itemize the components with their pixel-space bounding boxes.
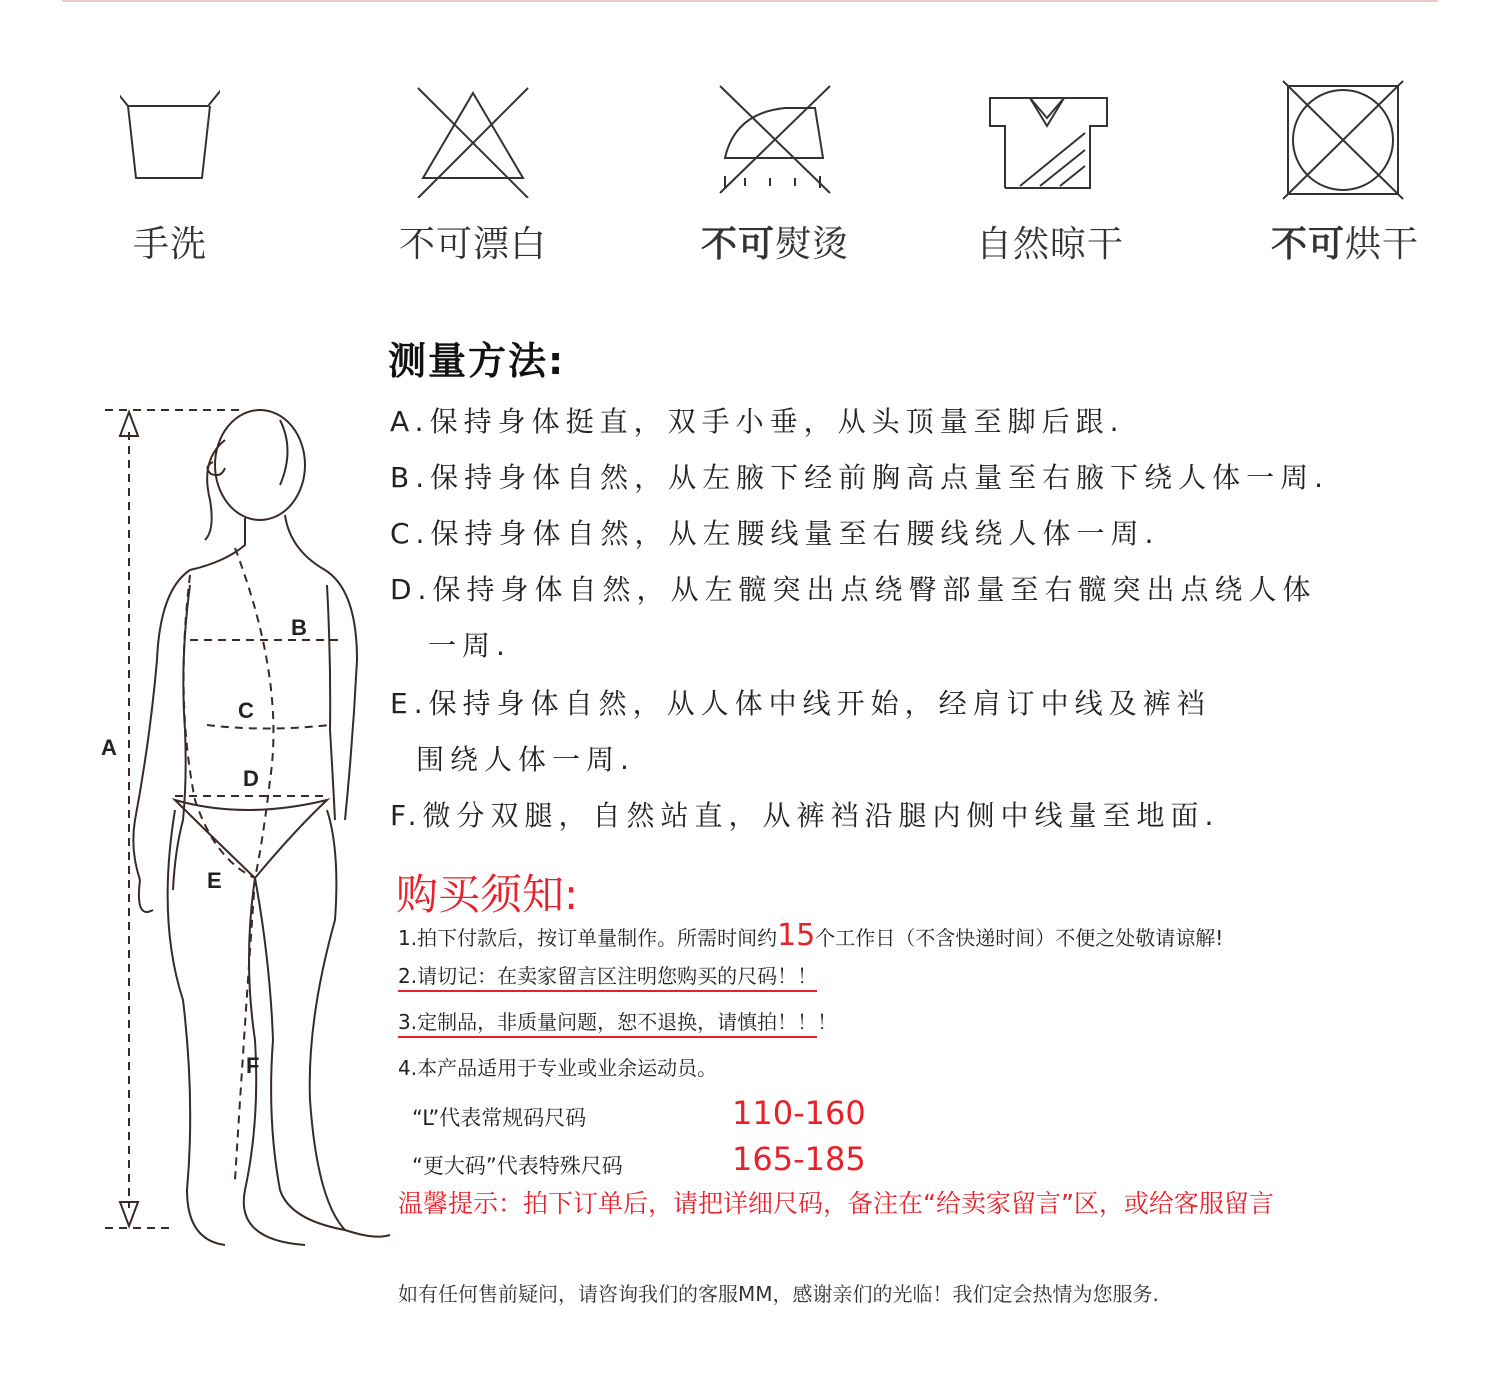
care-label-bold: 不可 — [700, 224, 775, 265]
care-item-no-tumble-dry — [1245, 78, 1445, 278]
care-label — [675, 216, 875, 267]
notice-line-1-post: 个工作日（不含快递时间）不便之处敬请谅解! — [815, 926, 1224, 950]
measure-line-b: B.保持身体自然，从左腋下经前胸高点量至右腋下绕人体一周. — [390, 461, 1330, 494]
size-label-large: “更大码”代表特殊尺码 — [412, 1154, 623, 1178]
measure-line-e-cont: 围绕人体一周. — [416, 743, 635, 776]
notice-line-3-text: 3.定制品，非质量问题，恕不退换，请慎拍！！ — [398, 1010, 817, 1038]
label-e: E — [207, 868, 222, 893]
measure-line-f: F.微分双腿，自然站直，从裤裆沿腿内侧中线量至地面. — [390, 799, 1220, 832]
care-label: 不可漂白 — [398, 224, 547, 265]
measure-line-c: C.保持身体自然，从左腰线量至右腰线绕人体一周. — [390, 517, 1160, 550]
measure-line-a: A.保持身体挺直，双手小垂，从头顶量至脚后跟. — [390, 405, 1125, 438]
care-label-rest: 烘干 — [1345, 224, 1420, 265]
care-item-hand-wash — [70, 78, 270, 278]
no-tumble-dry-icon — [1280, 78, 1410, 203]
notice-line-1-pre: 1.拍下付款后，按订单量制作。所需时间约 — [398, 926, 778, 950]
care-label-rest: 熨烫 — [775, 224, 850, 265]
label-c: C — [238, 698, 254, 723]
notice-line-2 — [398, 960, 817, 989]
label-a: A — [101, 735, 117, 760]
no-iron-icon — [715, 78, 835, 198]
no-bleach-icon — [413, 78, 533, 198]
notice-line-2-text: 2.请切记：在卖家留言区注明您购买的尺码！！ — [398, 964, 817, 992]
measure-line-d: D.保持身体自然，从左髋突出点绕臀部量至右髋突出点绕人体 — [390, 573, 1317, 606]
care-item-line-dry — [950, 78, 1150, 278]
notice-title: 购买须知: — [396, 870, 579, 919]
care-label: 手洗 — [132, 224, 207, 265]
label-d: D — [243, 766, 259, 791]
top-divider — [62, 0, 1438, 2]
measure-line-d-cont: 一周. — [428, 629, 511, 662]
care-label: 自然晾干 — [975, 224, 1124, 265]
care-label-bold: 不可 — [1270, 224, 1345, 265]
care-label — [1245, 216, 1445, 267]
care-item-no-bleach — [373, 78, 573, 278]
measure-title: 测量方法: — [388, 339, 566, 383]
notice-line-3-tail: ！ — [817, 1010, 838, 1034]
size-range-regular: 110-160 — [732, 1094, 866, 1132]
notice-line-3 — [398, 1006, 837, 1035]
footer-note: 如有任何售前疑问，请咨询我们的客服MM，感谢亲们的光临！我们定会热情为您服务. — [398, 1282, 1159, 1306]
label-f: F — [246, 1053, 260, 1078]
warm-tip: 温馨提示：拍下订单后，请把详细尺码，备注在“给卖家留言”区，或给客服留言 — [398, 1189, 1274, 1218]
line-dry-icon — [985, 78, 1115, 198]
label-b: B — [291, 615, 307, 640]
body-measurement-figure — [95, 400, 395, 1260]
notice-line-4: 4.本产品适用于专业或业余运动员。 — [398, 1056, 718, 1080]
size-range-large: 165-185 — [732, 1140, 866, 1178]
measure-line-e: E.保持身体自然，从人体中线开始，经肩订中线及裤裆 — [390, 687, 1211, 720]
notice-line-1 — [398, 918, 1223, 953]
care-item-no-iron — [675, 78, 875, 278]
size-label-regular: “L”代表常规码尺码 — [412, 1106, 587, 1130]
hand-wash-icon — [120, 78, 220, 188]
production-days: 15 — [777, 918, 816, 953]
